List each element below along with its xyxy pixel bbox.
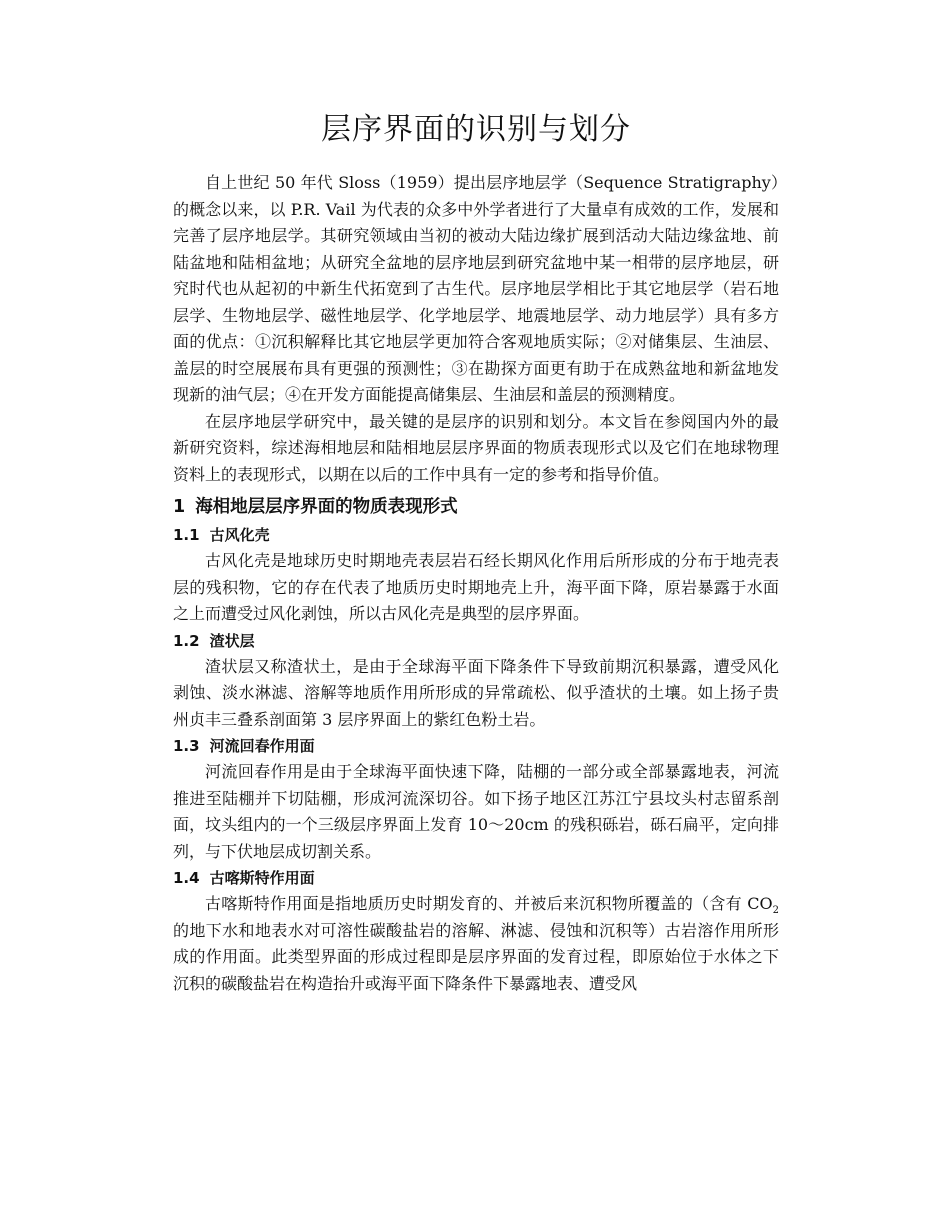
- subsection-1-4-number: 1.4: [173, 869, 200, 887]
- subsection-1-4-text-before: 古喀斯特作用面是指地质历史时期发育的、并被后来沉积物所覆盖的（含有 CO: [205, 894, 773, 913]
- section-1-number: 1: [173, 497, 186, 517]
- subsection-1-2-heading: [173, 628, 779, 654]
- subsection-1-4-title: 古喀斯特作用面: [209, 869, 315, 887]
- subsection-1-3-title: 河流回春作用面: [209, 737, 315, 755]
- document-page: [173, 108, 779, 997]
- subsection-1-1-heading: [173, 522, 779, 548]
- co2-subscript: 2: [772, 905, 779, 917]
- subsection-1-2-title: 渣状层: [209, 631, 255, 650]
- subsection-1-1-title: 古风化壳: [209, 526, 270, 544]
- subsection-1-2-paragraph: 渣状层又称渣状土，是由于全球海平面下降条件下导致前期沉积暴露，遭受风化剥蚀、淡水淋滤、溶解等地质作用所形成的异常疏松、似乎渣状的土壤。如上扬子贵州贞丰三叠系剖面第 3 层序界面上的紫红色粉土岩。: [173, 656, 779, 729]
- subsection-1-4-heading: [173, 865, 779, 891]
- subsection-1-4-text-after: 的地下水和地表水对可溶性碳酸盐岩的溶解、淋滤、侵蚀和沉积等）古岩溶作用所形成的作用面。此类型界面的形成过程即是层序界面的发育过程，即原始位于水体之下沉积的碳酸盐岩在构造抬升或海平面下降条件下暴露地表、遭受风: [173, 920, 779, 993]
- subsection-1-1-number: 1.1: [173, 526, 200, 544]
- intro-paragraph-1: 自上世纪 50 年代 Sloss（1959）提出层序地层学（Sequence Stratigraphy）的概念以来，以 P.R. Vail 为代表的众多中外学者进行了大量卓有成效的工作，发展和完善了层序地层学。其研究领域由当初的被动大陆边缘扩展到活动大陆边缘盆地、前陆盆地和陆相盆地；从研究全盆地的层序地层到研究盆地中某一相带的层序地层，研究时代也从起初的中新生代拓宽到了古生代。层序地层学相比于其它地层学（岩石地层学、生物地层学、磁性地层学、化学地层学、地震地层学、动力地层学）具有多方面的优点：①沉积解释比其它地层学更加符合客观地质实际；②对储集层、生油层、盖层的时空展展布具有更强的预测性；③在勘探方面更有助于在成熟盆地和新盆地发现新的油气层；④在开发方面能提高储集层、生油层和盖层的预测精度。: [173, 173, 779, 404]
- document-title: 层序界面的识别与划分: [321, 112, 631, 147]
- subsection-1-3-paragraph: 河流回春作用是由于全球海平面快速下降，陆棚的一部分或全部暴露地表，河流推进至陆棚并下切陆棚，形成河流深切谷。如下扬子地区江苏江宁县坟头村志留系剖面，坟头组内的一个三级层序界面上发育 10～20cm 的残积砾岩，砾石扁平，定向排列，与下伏地层成切割关系。: [173, 762, 779, 861]
- subsection-1-4-paragraph: [173, 891, 779, 997]
- subsection-1-1-paragraph: 古风化壳是地球历史时期地壳表层岩石经长期风化作用后所形成的分布于地壳表层的残积物，它的存在代表了地质历史时期地壳上升，海平面下降，原岩暴露于水面之上而遭受过风化剥蚀，所以古风化壳是典型的层序界面。: [173, 551, 779, 623]
- section-1-heading: [173, 492, 779, 522]
- section-1-title: 海相地层层序界面的物质表现形式: [195, 497, 458, 517]
- subsection-1-2-number: 1.2: [173, 631, 200, 650]
- subsection-1-3-heading: [173, 733, 779, 759]
- subsection-1-3-number: 1.3: [173, 737, 200, 755]
- intro-paragraph-2: 在层序地层学研究中，最关键的是层序的识别和划分。本文旨在参阅国内外的最新研究资料，综述海相地层和陆相地层层序界面的物质表现形式以及它们在地球物理资料上的表现形式，以期在以后的工作中具有一定的参考和指导价值。: [173, 411, 779, 484]
